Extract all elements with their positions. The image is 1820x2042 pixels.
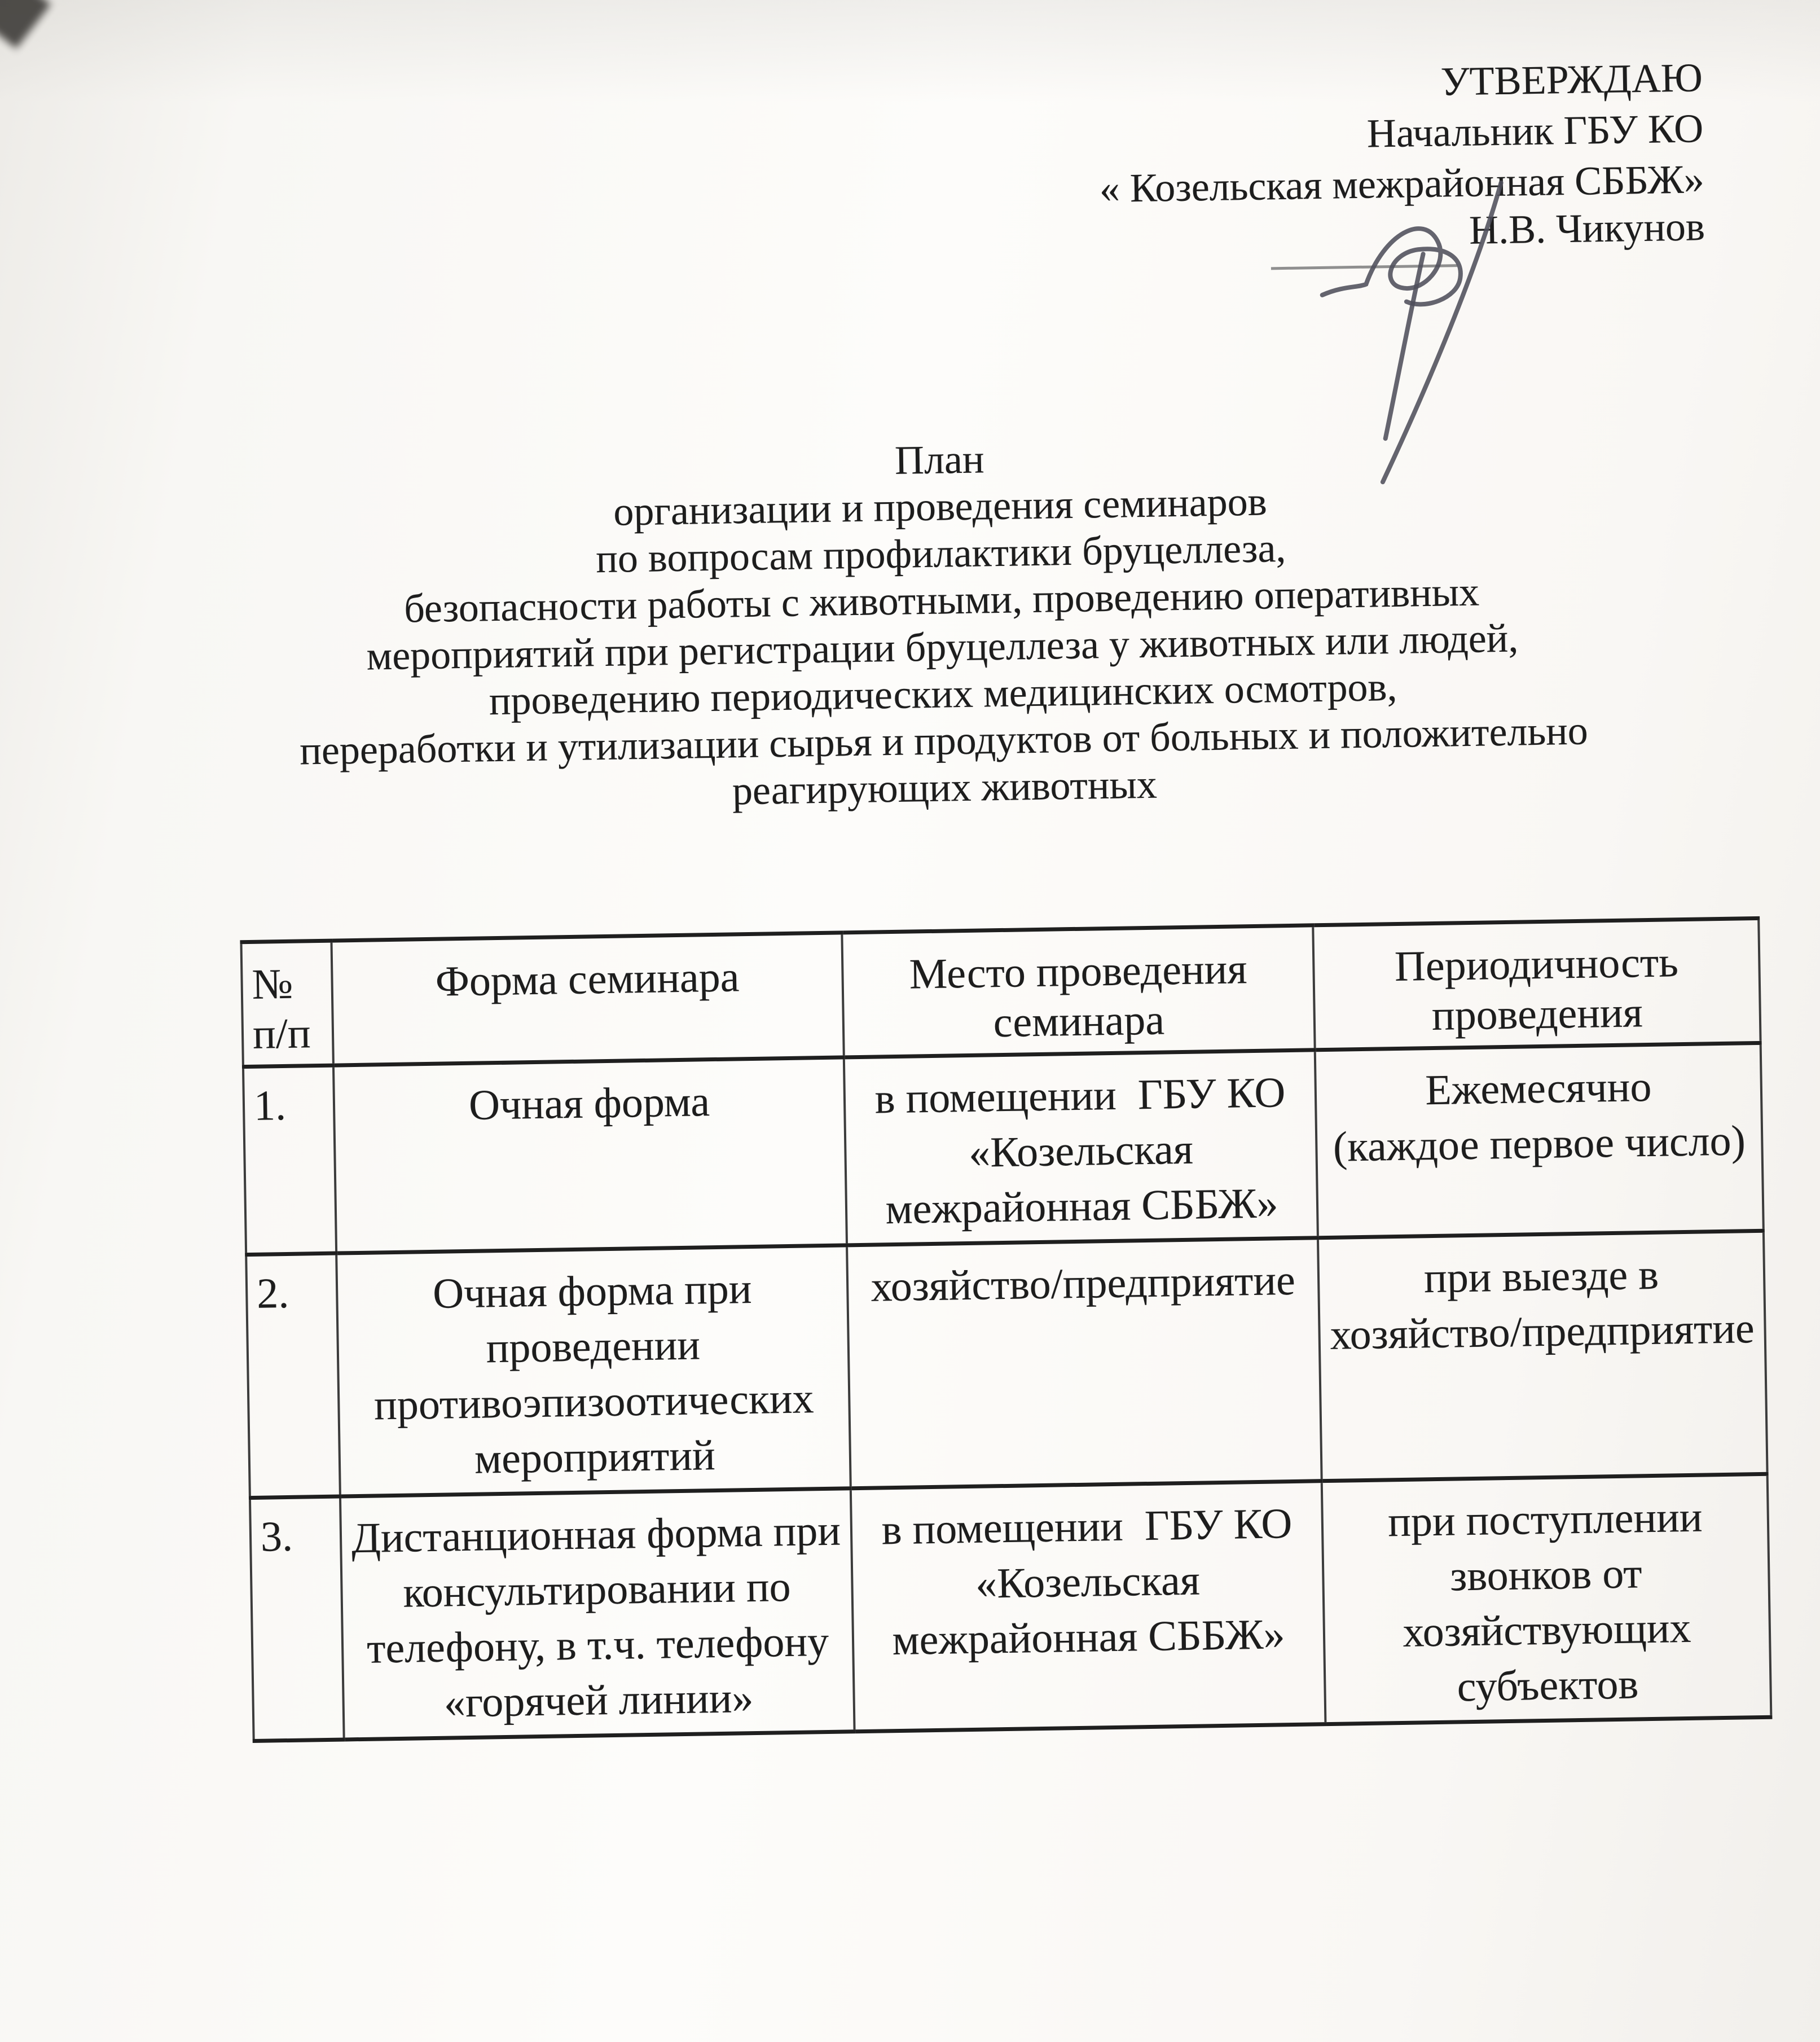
seminar-period: Ежемесячно (каждое первое число) bbox=[1315, 1043, 1764, 1237]
header-period: Периодичность проведения bbox=[1313, 918, 1760, 1049]
header-num: № п/п bbox=[241, 941, 333, 1066]
table-header-row bbox=[241, 918, 1760, 1066]
table-row bbox=[246, 1231, 1767, 1498]
seminar-form: Дистанционная форма при консультировании по телефону, в т.ч. телефону «горячей линии» bbox=[340, 1488, 855, 1740]
table-row bbox=[243, 1043, 1764, 1254]
header-place: Место проведения семинара bbox=[842, 925, 1315, 1057]
signature-line bbox=[1271, 264, 1457, 270]
signatory-name: Н.В. Чикунов bbox=[1469, 204, 1705, 253]
seminar-plan-table bbox=[240, 916, 1772, 1743]
row-number: 2. bbox=[246, 1253, 340, 1498]
row-number: 1. bbox=[243, 1065, 336, 1254]
seminar-place: хозяйство/предприятие bbox=[847, 1238, 1322, 1488]
document-title: План организации и проведения семинаров по вопросам профилактики бруцеллеза, безопасности работы с животными, проведению оперативных мероприятий при регистрации бруцеллеза у животных или людей, проведению периодических медицинских осмотров, переработки и утилизации сырья и продуктов от больных и положительно реагирующих животных bbox=[299, 436, 1589, 814]
seminar-form: Очная форма при проведении противоэпизоотических мероприятий bbox=[336, 1245, 851, 1496]
seminar-place: в помещении ГБУ КО «Козельская межрайонная СББЖ» bbox=[851, 1481, 1326, 1732]
row-number: 3. bbox=[250, 1496, 344, 1741]
table-row bbox=[250, 1474, 1771, 1741]
seminar-period: при поступлении звонков от хозяйствующих субъектов bbox=[1322, 1474, 1771, 1724]
signature-row bbox=[1100, 204, 1706, 280]
seminar-period: при выезде в хозяйство/предприятие bbox=[1318, 1231, 1768, 1481]
approval-text: УТВЕРЖДАЮ Начальник ГБУ КО « Козельская межрайонная СББЖ» bbox=[1099, 55, 1705, 212]
header-form: Форма семинара bbox=[331, 933, 843, 1065]
approval-block bbox=[1097, 52, 1705, 280]
seminar-place: в помещении ГБУ КО «Козельская межрайонная СББЖ» bbox=[844, 1050, 1318, 1245]
seminar-form: Очная форма bbox=[333, 1057, 847, 1253]
